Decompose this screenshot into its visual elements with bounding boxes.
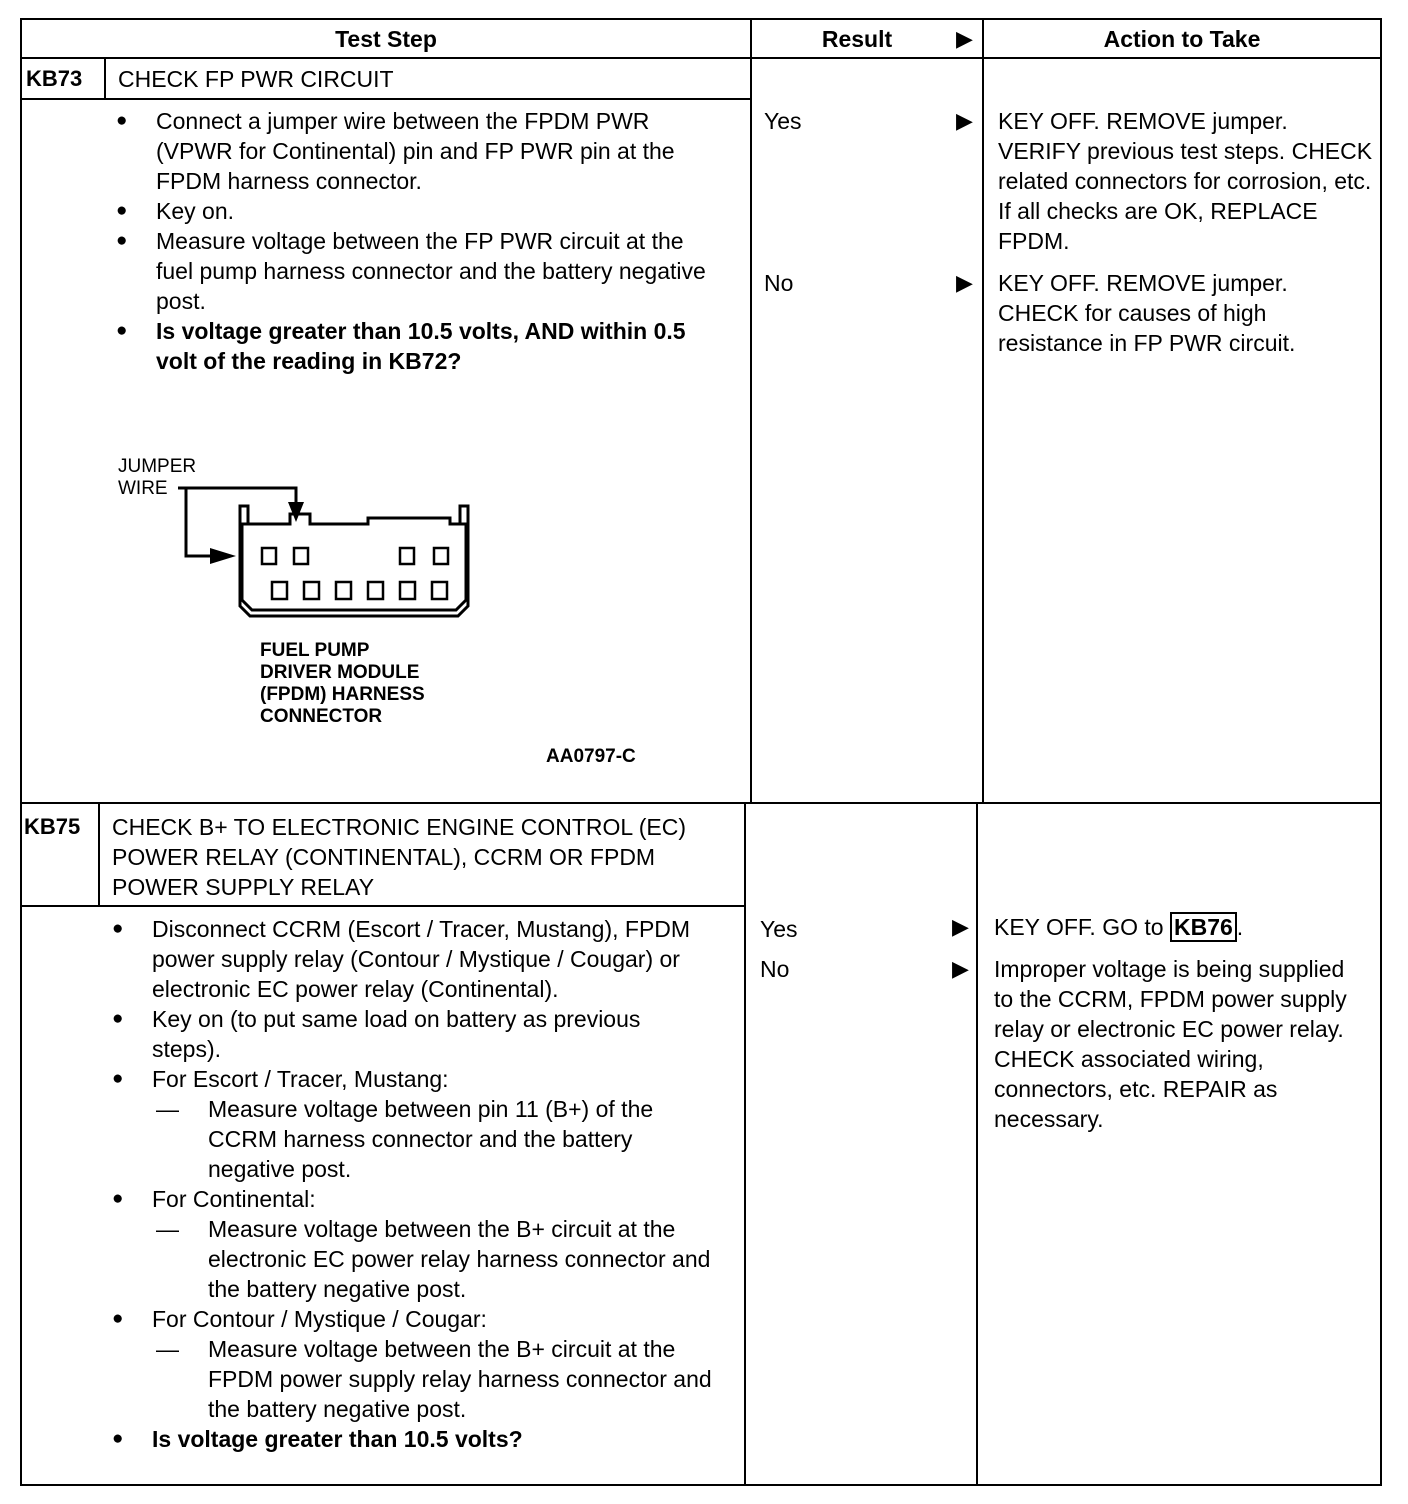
kb75-substep-item: — Measure voltage between pin 11 (B+) of the CCRM harness connector and the battery negative post. <box>112 1094 712 1184</box>
diagram-caption-line: CONNECTOR <box>260 706 383 727</box>
connector-pin <box>434 548 448 564</box>
diagram-caption-line: (FPDM) HARNESS <box>260 684 425 705</box>
kb73-action-no: KEY OFF. REMOVE jumper. CHECK for causes of high resistance in FP PWR circuit. <box>998 270 1296 356</box>
jumper-wire-line <box>178 488 230 556</box>
kb73-result-yes: Yes <box>764 108 802 134</box>
connector-drawing-svg <box>150 470 510 630</box>
kb75-no-arrow-icon: ▶ <box>952 956 969 981</box>
kb73-no-arrow-icon: ▶ <box>956 270 973 295</box>
result-column-left-border-lower <box>744 802 746 1486</box>
connector-pin <box>432 582 447 599</box>
kb73-step-title: CHECK FP PWR CIRCUIT <box>118 66 394 92</box>
header-arrow-icon: ▶ <box>956 26 973 51</box>
kb73-step-item: ● Connect a jumper wire between the FPDM PWR (VPWR for Continental) pin and FP PWR pin at the FPDM harness connector. <box>116 106 716 196</box>
connector-pin <box>400 582 415 599</box>
header-action: Action to Take <box>1103 26 1261 52</box>
kb73-step-item: ● Measure voltage between the FP PWR circuit at the fuel pump harness connector and the battery negative post. <box>116 226 716 316</box>
connector-pin <box>294 548 308 564</box>
kb75-step-item: ● For Escort / Tracer, Mustang: <box>112 1064 712 1094</box>
jumper-wire-top-line <box>186 488 296 506</box>
kb75-action-yes <box>994 912 1374 942</box>
kb73-yes-arrow-icon: ▶ <box>956 108 973 133</box>
kb75-result-no: No <box>760 956 790 982</box>
kb75-yes-arrow-icon: ▶ <box>952 914 969 939</box>
jumper-label-line1: JUMPER <box>118 456 197 477</box>
kb75-step-code: KB75 <box>24 814 81 839</box>
kb75-step-title: CHECK B+ TO ELECTRONIC ENGINE CONTROL (EC) POWER RELAY (CONTINENTAL), CCRM OR FPDM POWER SUPPLY RELAY <box>112 814 687 900</box>
connector-pin <box>400 548 414 564</box>
kb73-step-list <box>116 106 716 376</box>
connector-top-edge <box>248 514 460 524</box>
connector-pin <box>336 582 351 599</box>
header-test-step: Test Step <box>335 26 437 52</box>
action-column-left-border-lower <box>976 802 978 1486</box>
kb73-action-yes: KEY OFF. REMOVE jumper. VERIFY previous test steps. CHECK related connectors for corrosion, etc. If all checks are OK, REPLACE FPDM. <box>998 108 1373 254</box>
jumper-label-line2: WIRE <box>118 478 168 499</box>
kb75-action-yes-suffix: . <box>1236 914 1244 940</box>
kb75-step-item: ● For Contour / Mystique / Cougar: <box>112 1304 712 1334</box>
kb75-action-yes-text: KEY OFF. GO to <box>994 914 1164 940</box>
jumper-arrow-left-icon <box>210 548 236 564</box>
connector-pin <box>368 582 383 599</box>
kb73-code-divider <box>104 57 106 100</box>
kb75-step-item: ● Key on (to put same load on battery as previous steps). <box>112 1004 712 1064</box>
kb73-step-code: KB73 <box>26 66 83 91</box>
kb75-title-bottom-border <box>20 905 746 907</box>
kb73-step-item: ● Key on. <box>116 196 716 226</box>
kb75-step-question: ● Is voltage greater than 10.5 volts? <box>112 1424 712 1454</box>
diagram-caption-line: FUEL PUMP <box>260 640 370 661</box>
header-result: Result <box>821 26 893 52</box>
kb73-title-bottom-border <box>20 98 751 100</box>
table-right-border <box>1380 18 1382 1486</box>
kb75-action-no: Improper voltage is being supplied to the CCRM, FPDM power supply relay or electronic EC power relay. CHECK associated wiring, connectors, etc. REPAIR as necessary. <box>994 956 1347 1132</box>
kb73-bottom-border <box>20 802 1382 804</box>
result-column-left-border <box>750 18 752 804</box>
kb73-step-question: ● Is voltage greater than 10.5 volts, AND within 0.5 volt of the reading in KB72? <box>116 316 716 376</box>
kb75-step-item: ● Disconnect CCRM (Escort / Tracer, Mustang), FPDM power supply relay (Contour / Mystique / Cougar) or electronic EC power relay (Continental). <box>112 914 712 1004</box>
table-left-border <box>20 18 22 1486</box>
kb75-substep-item: — Measure voltage between the B+ circuit at the electronic EC power relay harness connector and the battery negative post. <box>112 1214 712 1304</box>
diagram-caption-line: DRIVER MODULE <box>260 662 420 683</box>
connector-pin <box>262 548 276 564</box>
kb75-step-list <box>112 914 712 1454</box>
connector-pin <box>304 582 319 599</box>
kb75-substep-item: — Measure voltage between the B+ circuit at the FPDM power supply relay harness connector and the battery negative post. <box>112 1334 712 1424</box>
connector-pin <box>272 582 287 599</box>
figure-id: AA0797-C <box>546 746 636 767</box>
kb75-result-yes: Yes <box>760 916 798 942</box>
kb75-code-divider <box>98 802 100 907</box>
table-bottom-border <box>20 1484 1382 1486</box>
kb76-reference-link[interactable]: KB76 <box>1170 912 1237 942</box>
kb75-step-item: ● For Continental: <box>112 1184 712 1214</box>
kb73-result-no: No <box>764 270 794 296</box>
action-column-left-border <box>982 18 984 804</box>
